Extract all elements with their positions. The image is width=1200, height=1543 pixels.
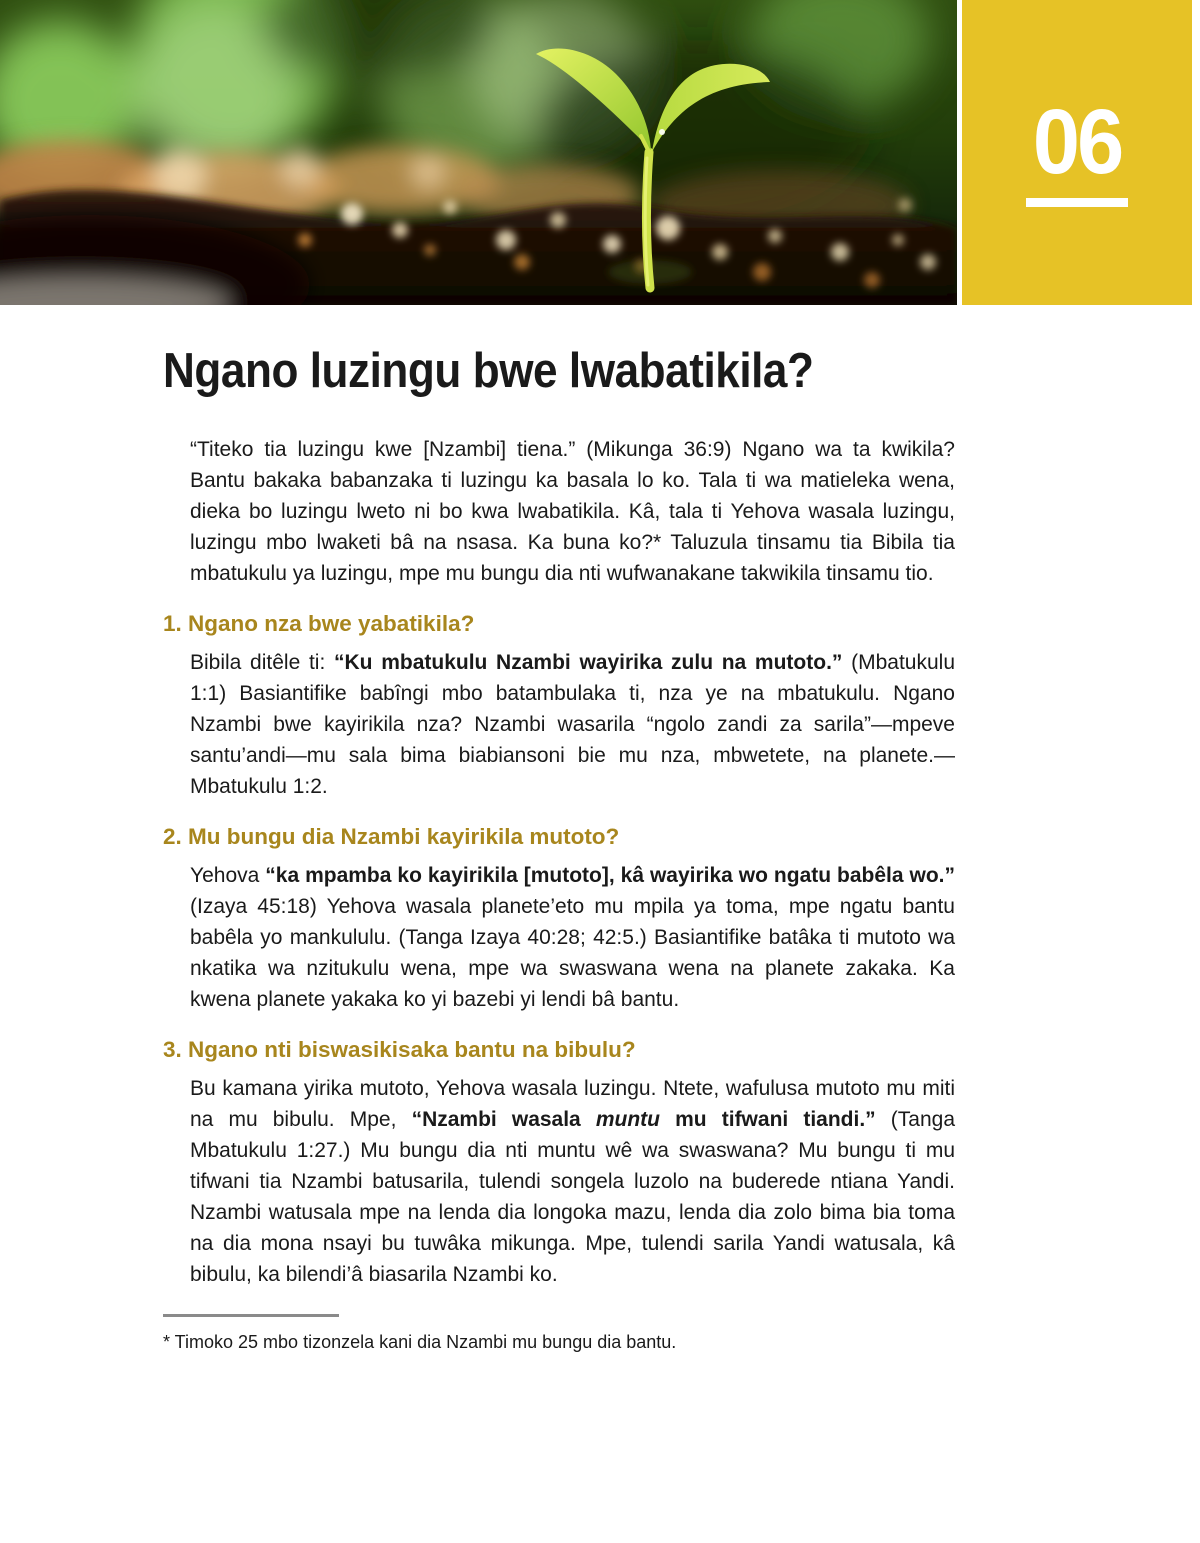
section-3-heading: 3. Ngano nti biswasikisaka bantu na bibulu?: [163, 1036, 636, 1062]
section-2: [163, 823, 955, 1015]
article-title: Ngano luzingu bwe lwabatikila?: [163, 344, 814, 398]
section-3-paragraph: Bu kamana yirika mutoto, Yehova wasala luzingu. Ntete, wafulusa mutoto mu miti na mu bibulu. Mpe, “Nzambi wasala muntu mu tifwani tiandi.” (Tanga Mbatukulu 1:27.) Mu bungu dia nti muntu wê wa swaswana? Mu bungu ti mu tifwani tia Nzambi batusarila, tulendi songela luzolo na buderede ntiana Yandi. Nzambi watusala mpe na lenda dia longoka mazu, lenda dia zolo bima bia toma na dia mona nsayi bu tuwâka mikunga. Mpe, tulendi sarila Yandi watusala, kâ bibulu, ka bilendi’â biasarila Nzambi ko.: [190, 1076, 956, 1286]
footnote: * Timoko 25 mbo tizonzela kani dia Nzambi mu bungu dia bantu.: [163, 1331, 677, 1352]
footnote-divider: [163, 1314, 339, 1317]
lesson-number-underline: [1026, 198, 1128, 207]
section-3: [163, 1036, 955, 1290]
section-1-paragraph: Bibila ditêle ti: “Ku mbatukulu Nzambi wayirika zulu na mutoto.” (Mbatukulu 1:1) Basiantifike babîngi mbo batambulaka ti, nza ye na mbatukulu. Ngano Nzambi bwe kayirikila nza? Nzambi wasarila “ngolo zandi za sarila”—mpeve santu’andi—mu sala bima biabiansoni bie mu nza, mbwetete, na planete.—Mbatukulu 1:2.: [190, 650, 956, 798]
section-2-paragraph: Yehova “ka mpamba ko kayirikila [mutoto], kâ wayirika wo ngatu babêla wo.” (Izaya 45:18) Yehova wasala planete’eto mu mpila ya toma, mpe ngatu bantu babêla yo mankululu. (Tanga Izaya 40:28; 42:5.) Basiantifike batâka ti mutoto wa nkatika wa nzitukulu wena, mpe wa swaswana wena na planete zakaka. Ka kwena planete yakaka ko yi bazebi yi lendi bâ bantu.: [190, 863, 956, 1011]
seedling-illustration: [0, 0, 957, 305]
article: [163, 305, 955, 1354]
seedling-photo: [0, 0, 957, 305]
lesson-number: 06: [1032, 91, 1122, 193]
intro-paragraph: “Titeko tia luzingu kwe [Nzambi] tiena.” (Mikunga 36:9) Ngano wa ta kwikila? Bantu bakaka babanzaka ti luzingu ka basala lo ko. Tala ti wa matieleka wena, dieka bo luzingu lweto ni bo kwa lwabatikila. Kâ, tala ti Yehova wasala luzingu, luzingu mbo lwaketi bâ na nsasa. Ka buna ko?* Taluzula tinsamu tia Bibila tia mbatukulu ya luzingu, mpe mu bungu dia nti wufwanakane takwikila tinsamu tio.: [190, 437, 955, 585]
section-1-heading: 1. Ngano nza bwe yabatikila?: [163, 610, 475, 636]
section-2-heading: 2. Mu bungu dia Nzambi kayirikila mutoto?: [163, 823, 620, 849]
lesson-number-badge: [962, 0, 1192, 305]
section-1: [163, 610, 955, 802]
